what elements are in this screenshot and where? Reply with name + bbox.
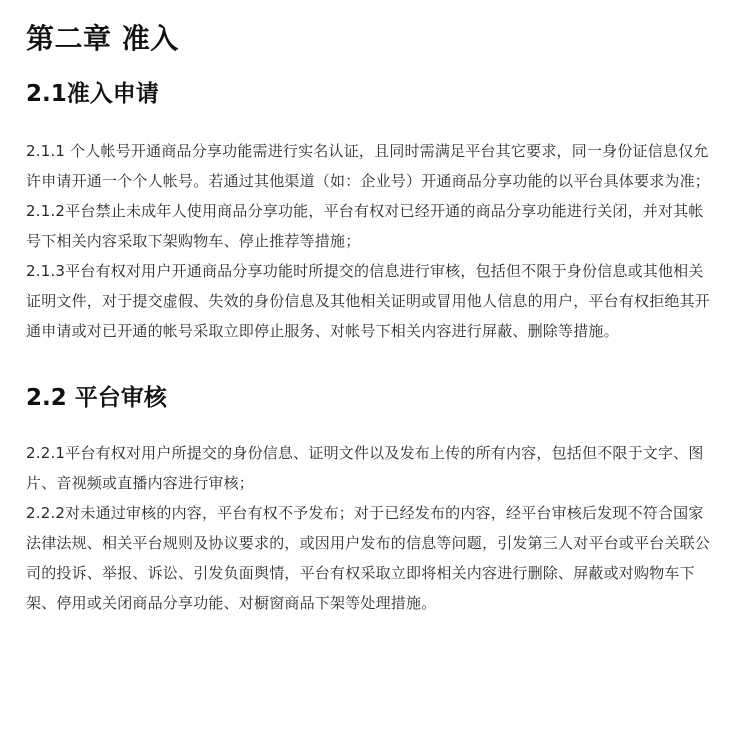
section-title-2-1: 2.1准入申请 (26, 81, 159, 107)
section-2-1-body (26, 136, 716, 346)
section-2-2-body (26, 438, 716, 618)
paragraph-2-2-1: 2.2.1平台有权对用户所提交的身份信息、证明文件以及发布上传的所有内容，包括但不限于文字、图片、音视频或直播内容进行审核； (26, 444, 704, 492)
chapter-title: 第二章 准入 (26, 22, 179, 55)
paragraph-2-1-3: 2.1.3平台有权对用户开通商品分享功能时所提交的信息进行审核，包括但不限于身份信息或其他相关证明文件，对于提交虚假、失效的身份信息及其他相关证明或冒用他人信息的用户，平台有权拒绝其开通申请或对已开通的帐号采取立即停止服务、对帐号下相关内容进行屏蔽、删除等措施。 (26, 262, 711, 340)
paragraph-2-1-1: 2.1.1 个人帐号开通商品分享功能需进行实名认证，且同时需满足平台其它要求，同一身份证信息仅允许申请开通一个个人帐号。若通过其他渠道（如：企业号）开通商品分享功能的以平台具体要求为准； (26, 142, 711, 190)
paragraph-2-1-2: 2.1.2平台禁止未成年人使用商品分享功能，平台有权对已经开通的商品分享功能进行关闭，并对其帐号下相关内容采取下架购物车、停止推荐等措施； (26, 202, 704, 250)
section-title-2-2: 2.2 平台审核 (26, 385, 167, 411)
paragraph-2-2-2: 2.2.2对未通过审核的内容，平台有权不予发布；对于已经发布的内容，经平台审核后发现不符合国家法律法规、相关平台规则及协议要求的，或因用户发布的信息等问题，引发第三人对平台或平台关联公司的投诉、举报、诉讼、引发负面舆情，平台有权采取立即将相关内容进行删除、屏蔽或对购物车下架、停用或关闭商品分享功能、对橱窗商品下架等处理措施。 (26, 504, 711, 612)
